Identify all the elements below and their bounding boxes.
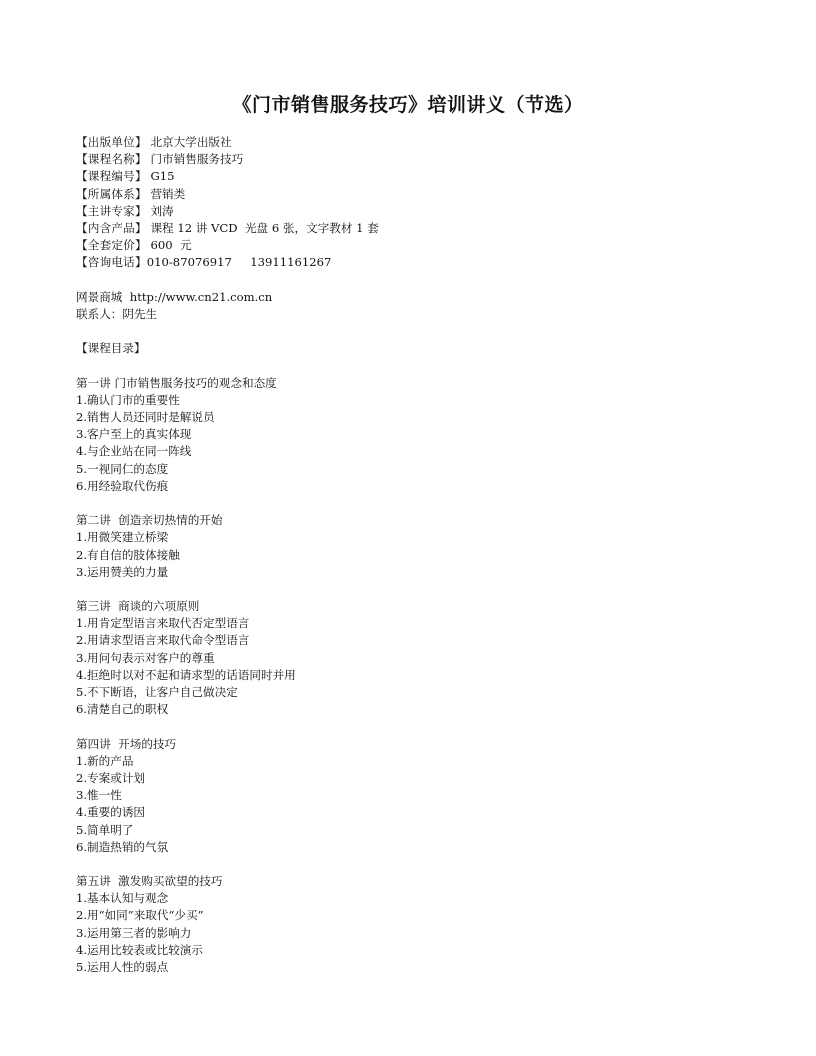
lecture-item: 4.重要的诱因	[76, 805, 146, 820]
lecture-item: 3.用问句表示对客户的尊重	[76, 650, 215, 665]
lecture-item: 1.用微笑建立桥梁	[76, 530, 169, 545]
meta-row-category	[76, 186, 756, 203]
lecture-item: 3.惟一性	[76, 788, 122, 803]
lecture-item: 4.拒绝时以对不起和请求型的话语同时并用	[76, 667, 296, 682]
spacer	[76, 495, 756, 512]
lecture-item: 5.不下断语，让客户自己做决定	[76, 685, 238, 699]
lecture-section-5	[76, 873, 756, 976]
lecture-item: 2.用“如同”来取代“少买”	[76, 908, 204, 923]
lecture-item: 4.与企业站在同一阵线	[76, 444, 192, 459]
meta-value: 010-87076917 13911161267	[146, 255, 332, 270]
lecture-item: 2.专案或计划	[76, 770, 146, 785]
lecture-item: 5.一视同仁的态度	[76, 461, 169, 476]
meta-label: 【出版单位】	[76, 135, 147, 149]
meta-label: 【所属体系】	[76, 186, 147, 201]
meta-row-lecturer	[76, 203, 756, 220]
meta-label: 【全套定价】	[76, 238, 147, 253]
meta-value: 刘涛	[146, 203, 174, 218]
meta-value: 北京大学出版社	[146, 135, 232, 149]
meta-row-course-code	[76, 168, 756, 185]
lecture-title: 第一讲 门市销售服务技巧的观念和态度	[76, 375, 277, 390]
spacer	[76, 856, 756, 873]
lecture-item: 6.制造热销的气氛	[76, 839, 169, 854]
spacer	[76, 357, 756, 374]
contact-line: 联系人：阴先生	[76, 306, 158, 321]
meta-label: 【课程名称】	[76, 152, 147, 167]
lecture-item: 6.清楚自己的职权	[76, 702, 169, 717]
meta-row-products	[76, 220, 756, 237]
meta-value: 营销类	[146, 186, 186, 201]
meta-value: 门市销售服务技巧	[146, 152, 244, 167]
lecture-item: 3.客户至上的真实体现	[76, 427, 192, 442]
lecture-item: 2.有自信的肢体接触	[76, 547, 180, 562]
lecture-section-2	[76, 512, 756, 581]
lecture-section-3	[76, 598, 756, 718]
lecture-item: 3.运用第三者的影响力	[76, 925, 192, 940]
lecture-item: 1.确认门市的重要性	[76, 392, 180, 407]
spacer	[76, 718, 756, 735]
meta-row-price	[76, 237, 756, 254]
document-title: 《门市销售服务技巧》培训讲义（节选）	[232, 94, 584, 116]
course-info	[76, 134, 756, 272]
lecture-item: 1.用肯定型语言来取代否定型语言	[76, 616, 250, 631]
meta-label: 【咨询电话】	[76, 255, 147, 270]
toc-heading: 【课程目录】	[76, 341, 146, 356]
lecture-item: 1.新的产品	[76, 753, 134, 768]
spacer	[76, 323, 756, 340]
lecture-item: 5.运用人性的弱点	[76, 960, 169, 974]
lecture-section-1	[76, 375, 756, 495]
meta-value: G15	[146, 169, 175, 184]
meta-value: 课程 12 讲 VCD 光盘 6 张，文字教材 1 套	[146, 220, 379, 235]
lecture-item: 2.用请求型语言来取代命令型语言	[76, 633, 250, 648]
lecture-title: 第五讲 激发购买欲望的技巧	[76, 874, 223, 889]
meta-label: 【课程编号】	[76, 169, 147, 184]
meta-label: 【主讲专家】	[76, 203, 147, 218]
lecture-item: 1.基本认知与观念	[76, 891, 169, 906]
document-body	[76, 134, 756, 976]
lecture-item: 2.销售人员还同时是解说员	[76, 410, 215, 424]
meta-label: 【内含产品】	[76, 220, 147, 235]
shop-line: 网景商城 http://www.cn21.com.cn	[76, 289, 273, 304]
lecture-item: 6.用经验取代伤痕	[76, 478, 169, 493]
meta-row-course-name	[76, 151, 756, 168]
meta-row-phone	[76, 254, 756, 271]
meta-value: 600 元	[146, 238, 192, 253]
lecture-item: 5.简单明了	[76, 822, 134, 837]
spacer	[76, 272, 756, 289]
lecture-item: 3.运用赞美的力量	[76, 564, 169, 579]
meta-row-publisher	[76, 134, 756, 151]
lecture-title: 第三讲 商谈的六项原则	[76, 599, 200, 614]
lecture-section-4	[76, 736, 756, 856]
lecture-title: 第四讲 开场的技巧	[76, 736, 177, 751]
lecture-title: 第二讲 创造亲切热情的开始	[76, 513, 223, 528]
spacer	[76, 581, 756, 598]
lecture-item: 4.运用比较表或比较演示	[76, 942, 203, 957]
